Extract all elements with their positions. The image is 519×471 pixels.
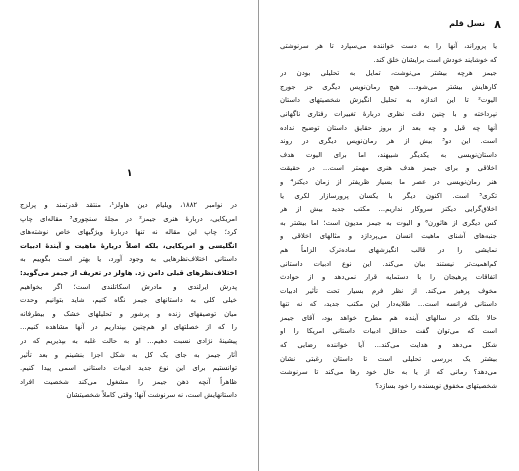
text-line: توانستیم برای این نوع جدید ادبیات داستانی اسمی پیدا کنیم. — [20, 364, 237, 373]
text-line: نپرداخته و با چنین دقت نظری دربارهٔ تغییرات رفتاری ناگهانی — [280, 109, 497, 118]
text-line: کس دیگری از هاثورن⁶ و الیوت به جیمز مدیون است؛ اما بیشتر به — [280, 218, 497, 227]
book-spine — [258, 0, 259, 471]
text-line: حالا بلکه در سالهای آینده هم مطرح خواهد بود، آقای جیمز — [280, 313, 497, 322]
text-line: کرد؛ چاپ این مقاله نه تنها دربارهٔ ویژگیهای خاص نوشته‌های — [20, 228, 237, 237]
left-page — [0, 0, 259, 471]
text-line: مخوف پرهیز می‌کند. از نظر فرم بسیار تحت تأثیر ادبیات — [280, 286, 497, 295]
text-line: کم‌اهمیت‌تر نیستند بیان می‌کند. این نوع ادبیات داستانی — [280, 259, 497, 268]
text-line: داستانی فرانسه است... طلایه‌دار این مکتب جدید، که نه تنها — [280, 300, 497, 309]
text-line: یا پروراند، آنها را به دست خواننده می‌سپارد تا هر سرنوشتی — [280, 42, 497, 50]
text-line: پیشینهٔ نژادی نسبت دهیم... او به حالت غلبه به بپذیریم که در — [20, 336, 237, 345]
right-page — [260, 0, 519, 471]
text-line: می‌دهد؟ رمانی که از یا به حال خود رها می‌کند تا سرنوشت — [280, 368, 497, 377]
page-number: ۸ — [494, 18, 501, 31]
text-line: هنر رمان‌نویسی در عصر ما بسیار ظریفتر از زمان دیکنز⁴ و — [280, 177, 497, 186]
text-line: آثار جیمز به جای یک کل به شکل اجزا بنشینم و بعد تأثیر — [20, 350, 237, 359]
text-line: امریکایی، دربارهٔ هنری جیمز² در مجلهٔ سنچوری³ مقاله‌ای چاپ — [20, 214, 237, 223]
text-line: اخلاق‌گرایی دیکنز سروکار نداریم... مکتب جدید بیش از هر — [280, 205, 497, 214]
text-line: که خوشایند خودش است برایشان خلق کند. — [373, 55, 497, 64]
text-line: را که از خصلتهای او هم‌چنین بپنداریم در آنها مشاهده کنیم... — [20, 323, 237, 332]
text-line: میان توصیفهای زنده و پرشور و تحلیلهای خشک و بیطرفانه — [20, 309, 237, 318]
left-page-body — [20, 199, 237, 403]
text-line: جنبه‌های آشنای ماهیت انسان می‌پردازد و مثالهای اخلاقی و — [280, 232, 497, 241]
text-line: الیوت² تا این اندازه به تحلیل انگیزش شخصیتهای داستان — [280, 96, 497, 105]
text-line: خیلی کلی به داستانهای جیمز نگاه کنیم، شاید بتوانیم وحدت — [20, 296, 237, 305]
text-line: کارهایش بیشتر می‌شود... هیچ رمان‌نویس دیگری جز جورج — [280, 82, 497, 91]
section-number: ۱ — [126, 168, 133, 179]
text-line: اخلاقی و برای جیمز هدف هنری مهمتر است... در حقیقت — [280, 164, 497, 173]
text-line: شخصیتهای مخفوق نویسنده را خود بسازد؟ — [375, 381, 497, 390]
text-line: بیشتر یک بررسی تحلیلی است تا داستان رغبتی نشان — [280, 354, 497, 363]
text-line: در نوامبر ۱۸۸۲، ویلیام دین هاولز¹، منتقد قدرتمند و پرلزج — [20, 201, 237, 209]
text-line: شکل می‌دهد و هدایت می‌کند... آیا خواننده رضایی که — [280, 341, 497, 350]
text-line: داستانهایش است، نه سرنوشت آنها؛ وقتی کاملاً شخصیتشان — [66, 391, 237, 400]
text-line: است که می‌توان گفت حداقل ادبیات داستانی امریکا را او — [280, 327, 497, 336]
text-line: اختلاف‌نظرهای قبلی دامن زد. هاولز در تعریف از جیمز می‌گوید: — [20, 268, 237, 277]
page-header — [278, 18, 501, 34]
text-line: داستان‌نویسی به یکدیگر شبیهند، اما برای الیوت هدف — [280, 150, 497, 159]
text-line: انگلیسی و امریکایی، بلکه اصلاً دربارهٔ ماهیت و آیندهٔ ادبیات — [20, 241, 237, 250]
text-line: نمایشی را در قالب انگیزشهای ساده‌ترک الزاماً هم — [280, 245, 497, 254]
text-line: ظاهراً آنچه ذهن جیمز را مشغول می‌کند شخصیت افراد — [20, 377, 237, 386]
right-page-body — [280, 40, 497, 393]
text-line: آنها چه قبل و چه بعد از بروز حقایق داستان توضیح نداده — [280, 123, 497, 132]
text-line: پدرش ایرلندی و مادرش اسکاتلندی است؛ اگر بخواهیم — [20, 282, 237, 291]
text-line: جیمز هرچه بیشتر می‌نوشت، تمایل به تحلیلی بودن در — [280, 69, 497, 78]
running-title: نسل قلم — [449, 19, 485, 28]
text-line: تکری⁵ است. اکنون دیگر با یکسان پرورسازار لکری یا — [280, 191, 497, 200]
text-line: اتفاقات پرهیجان را با دستمایه قرار نمی‌دهد و از حوادث — [280, 273, 497, 282]
text-line: داستانی اختلاف‌نظرهایی به وجود آورد، یا بهتر است بگوییم به — [20, 255, 237, 264]
text-line: است. این دو³ بیش از هر رمان‌نویس دیگری در روند — [280, 137, 497, 146]
